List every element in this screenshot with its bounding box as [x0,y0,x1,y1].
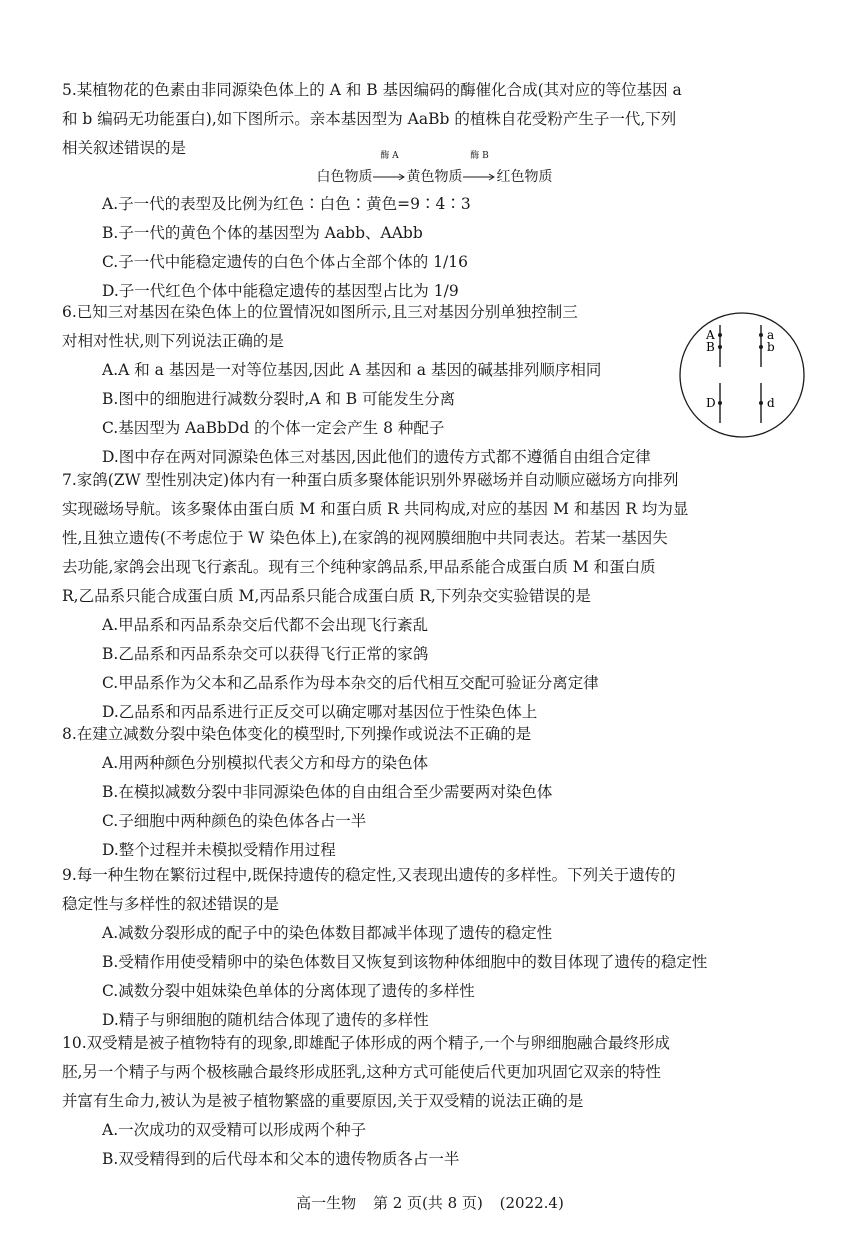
option-c: C.减数分裂中姐妹染色单体的分离体现了遗传的多样性 [102,982,475,1000]
question-7 [62,466,807,727]
locus-dot [718,401,722,405]
option-a: A.一次成功的双受精可以形成两个种子 [102,1121,367,1139]
stem-line: 去功能,家鸽会出现飞行紊乱。现有三个纯种家鸽品系,甲品系能合成蛋白质 M 和蛋白质 [62,558,656,576]
enzyme-a-arrow [373,151,407,192]
yellow-substance-label: 黄色物质 [406,169,463,185]
question-8 [62,720,807,865]
stem-line: 5.某植物花的色素由非同源染色体上的 A 和 B 基因编码的酶催化合成(其对应的等位基因 a [62,81,682,99]
footer-date: (2022.4) [499,1194,564,1212]
option-d: D.图中存在两对同源染色体三对基因,因此他们的遗传方式都不遵循自由组合定律 [102,448,651,466]
enzyme-a-label: 酶 A [380,151,399,161]
stem-line: 和 b 编码无功能蛋白),如下图所示。亲本基因型为 AaBb 的植株自花受粉产生子一代,下列 [62,110,677,128]
gene-label-D: D [706,396,716,410]
enzyme-b-arrow [463,151,497,192]
stem-line: 实现磁场导航。该多聚体由蛋白质 M 和蛋白质 R 共同构成,对应的基因 M 和基因 R 均为显 [62,500,689,518]
stem-line: 胚,另一个精子与两个极核融合最终形成胚乳,这种方式可能使后代更加巩固它双亲的特性 [62,1063,661,1081]
white-substance-label: 白色物质 [316,169,373,185]
option-a: A.甲品系和丙品系杂交后代都不会出现飞行紊乱 [102,616,429,634]
locus-dot [718,345,722,349]
stem-line: 9.每一种生物在繁衍过程中,既保持遗传的稳定性,又表现出遗传的多样性。下列关于遗传的 [62,866,676,884]
locus-dot [759,345,763,349]
red-substance-label: 红色物质 [496,169,553,185]
question-9-stem [62,861,807,919]
question-5-stem [62,76,807,163]
arrow-icon [463,173,497,181]
cell-outline [680,313,804,437]
chromosome-figure [678,311,806,439]
option-d: D.整个过程并未模拟受精作用过程 [102,841,336,859]
option-c: C.甲品系作为父本和乙品系作为母本杂交的后代相互交配可验证分离定律 [102,674,599,692]
option-a: A.A 和 a 基因是一对等位基因,因此 A 基因和 a 基因的碱基排列顺序相同 [102,361,602,379]
option-c: C.基因型为 AaBbDd 的个体一定会产生 8 种配子 [102,419,445,437]
stem-line: 并富有生命力,被认为是被子植物繁盛的重要原因,关于双受精的说法正确的是 [62,1092,584,1110]
footer-page-number: 第 2 页(共 8 页) [372,1194,483,1212]
page-footer [0,1192,860,1213]
pathway-diagram [62,151,807,192]
arrow-icon [373,173,407,181]
option-c: C.子一代中能稳定遗传的白色个体占全部个体的 1/16 [102,253,468,271]
locus-dot [718,333,722,337]
question-10 [62,1029,807,1174]
enzyme-b-label: 酶 B [470,151,489,161]
stem-line: 性,且独立遗传(不考虑位于 W 染色体上),在家鸽的视网膜细胞中共同表达。若某一基因失 [62,529,668,547]
question-9 [62,861,807,1035]
option-d: D.子一代红色个体中能稳定遗传的基因型占比为 1/9 [102,282,459,300]
locus-dot [759,401,763,405]
gene-label-a: a [767,328,775,342]
stem-line: R,乙品系只能合成蛋白质 M,丙品系只能合成蛋白质 R,下列杂交实验错误的是 [62,587,591,605]
stem-line: 7.家鸽(ZW 型性别决定)体内有一种蛋白质多聚体能识别外界磁场并自动顺应磁场方向排列 [62,471,679,489]
gene-label-A: A [706,328,715,342]
stem-line: 6.已知三对基因在染色体上的位置情况如图所示,且三对基因分别单独控制三 [62,303,578,321]
question-10-stem [62,1029,807,1116]
option-b: B.子一代的黄色个体的基因型为 Aabb、AAbb [102,224,423,242]
footer-subject: 高一生物 [296,1194,357,1212]
stem-line: 稳定性与多样性的叙述错误的是 [62,895,280,913]
question-8-stem [62,720,807,749]
locus-dot [759,333,763,337]
option-c: C.子细胞中两种颜色的染色体各占一半 [102,812,367,830]
option-d: D.乙品系和丙品系进行正反交可以确定哪对基因位于性染色体上 [102,703,538,721]
option-b: B.乙品系和丙品系杂交可以获得飞行正常的家鸽 [102,645,429,663]
gene-label-B: B [706,340,715,354]
stem-line: 对相对性状,则下列说法正确的是 [62,332,284,350]
stem-line: 10.双受精是被子植物特有的现象,即雄配子体形成的两个精子,一个与卵细胞融合最终形成 [62,1034,671,1052]
option-a: A.减数分裂形成的配子中的染色体数目都减半体现了遗传的稳定性 [102,924,553,942]
stem-line: 8.在建立减数分裂中染色体变化的模型时,下列操作或说法不正确的是 [62,725,532,743]
option-d: D.精子与卵细胞的随机结合体现了遗传的多样性 [102,1011,429,1029]
gene-label-b: b [767,340,775,354]
option-a: A.子一代的表型及比例为红色∶白色∶黄色=9∶4∶3 [102,195,471,213]
question-7-stem [62,466,807,611]
option-b: B.图中的细胞进行减数分裂时,A 和 B 可能发生分离 [102,390,456,408]
option-b: B.双受精得到的后代母本和父本的遗传物质各占一半 [102,1150,460,1168]
question-5 [62,76,807,306]
stem-line: 相关叙述错误的是 [62,139,187,157]
option-b: B.在模拟减数分裂中非同源染色体的自由组合至少需要两对染色体 [102,783,553,801]
option-b: B.受精作用使受精卵中的染色体数目又恢复到该物种体细胞中的数目体现了遗传的稳定性 [102,953,708,971]
gene-label-d: d [767,396,775,410]
option-a: A.用两种颜色分别模拟代表父方和母方的染色体 [102,754,429,772]
